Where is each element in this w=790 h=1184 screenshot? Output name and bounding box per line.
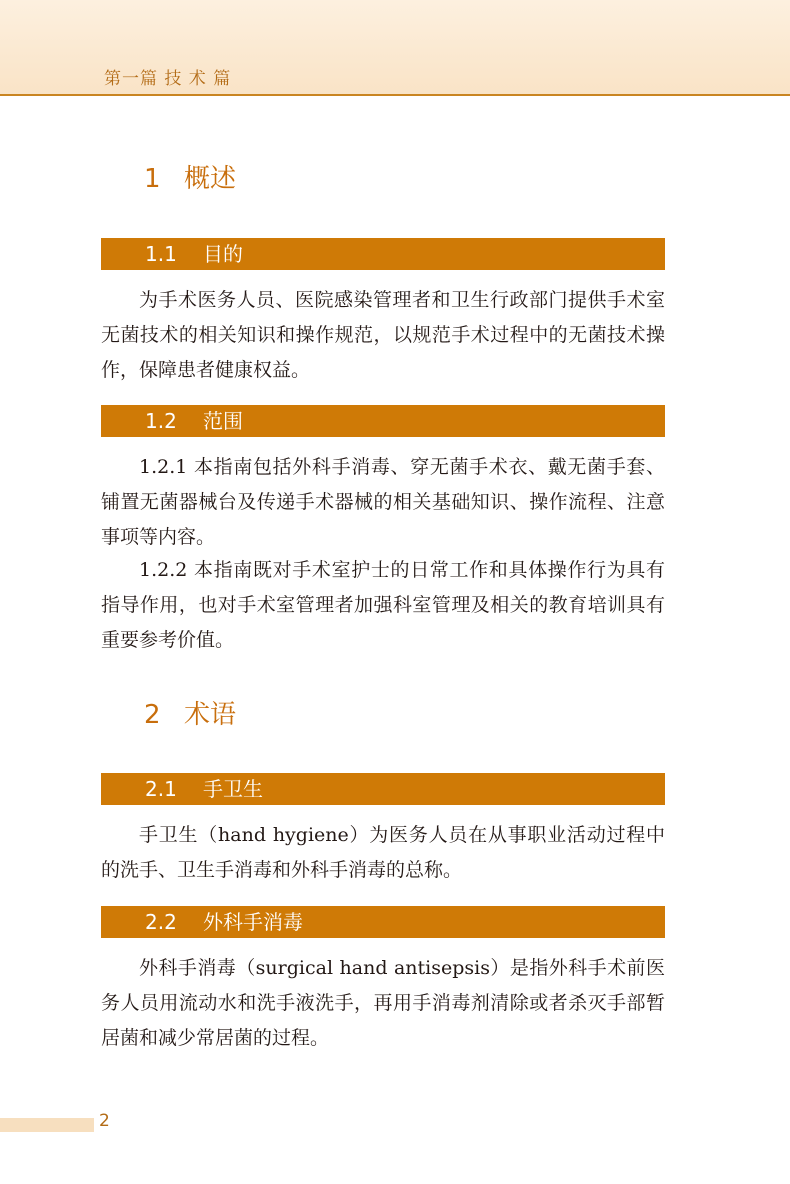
section-number: 2.1 [145,777,177,801]
section-number: 1.2 [145,409,177,433]
chapter-number: 2 [144,700,161,730]
section-title: 外科手消毒 [203,910,303,934]
section-title: 目的 [203,242,243,266]
paragraph: 外科手消毒（surgical hand antisepsis）是指外科手术前医务人员用流动水和洗手液洗手，再用手消毒剂清除或者杀灭手部暂居菌和减少常居菌的过程。 [101,957,665,1049]
chapter-1-heading [144,158,236,195]
paragraph: 1.2.2 本指南既对手术室护士的日常工作和具体操作行为具有指导作用，也对手术室管理者加强科室管理及相关的教育培训具有重要参考价值。 [101,559,665,651]
chapter-number: 1 [144,164,161,194]
footer-band [0,1118,94,1132]
section-title: 手卫生 [203,777,263,801]
section-1-2-bar [101,405,665,437]
chapter-2-heading [144,694,236,731]
header-rule [0,94,790,96]
section-title: 范围 [203,409,243,433]
page-number: 2 [99,1111,110,1131]
section-2-2-bar [101,906,665,938]
running-header: 第一篇 技 术 篇 [104,69,232,89]
paragraph: 为手术医务人员、医院感染管理者和卫生行政部门提供手术室无菌技术的相关知识和操作规范，以规范手术过程中的无菌技术操作，保障患者健康权益。 [101,289,665,381]
section-number: 1.1 [145,242,177,266]
section-number: 2.2 [145,910,177,934]
section-1-1-bar [101,238,665,270]
chapter-title: 术语 [184,700,237,730]
chapter-title: 概述 [184,164,237,194]
section-2-1-bar [101,773,665,805]
paragraph: 手卫生（hand hygiene）为医务人员在从事职业活动过程中的洗手、卫生手消毒和外科手消毒的总称。 [101,824,665,881]
paragraph: 1.2.1 本指南包括外科手消毒、穿无菌手术衣、戴无菌手套、铺置无菌器械台及传递手术器械的相关基础知识、操作流程、注意事项等内容。 [101,456,665,548]
